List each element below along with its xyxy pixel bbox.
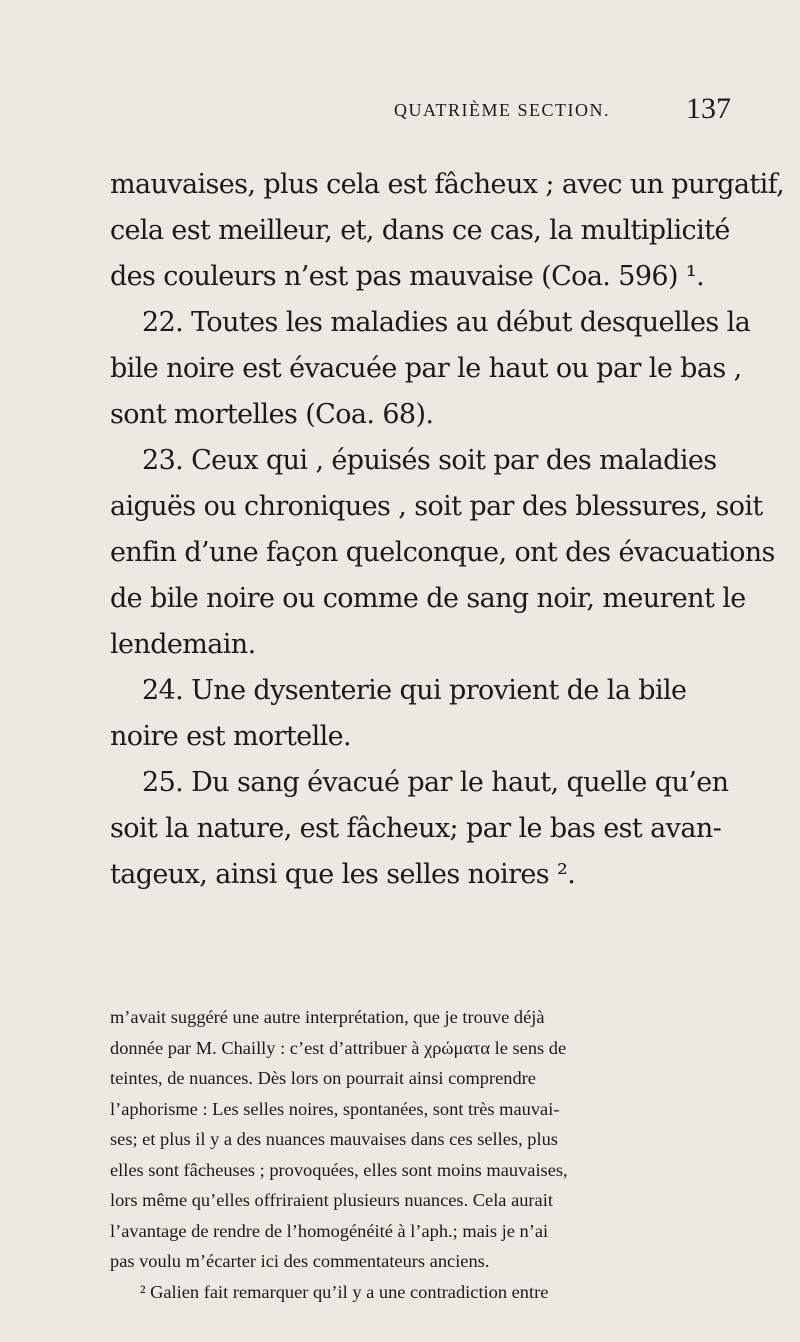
footnote-line: ses; et plus il y a des nuances mauvaises dans ces selles, plus <box>110 1129 558 1149</box>
text-line: noire est mortelle. <box>110 721 352 752</box>
text-line: de bile noire ou comme de sang noir, meurent le <box>110 583 746 614</box>
text-line: aiguës ou chroniques , soit par des blessures, soit <box>110 491 763 522</box>
aphorism-24-start: 24. Une dysenterie qui provient de la bile <box>142 675 687 706</box>
footnote-line: teintes, de nuances. Dès lors on pourrait ainsi comprendre <box>110 1068 536 1088</box>
text-line: enfin d’une façon quelconque, ont des évacuations <box>110 537 775 568</box>
text-line: cela est meilleur, et, dans ce cas, la multiplicité <box>110 215 730 246</box>
footnote-line: l’aphorisme : Les selles noires, spontanées, sont très mauvai- <box>110 1098 560 1119</box>
text-line: tageux, ainsi que les selles noires ². <box>110 859 576 890</box>
footnote-line: lors même qu’elles offriraient plusieurs nuances. Cela aurait <box>110 1190 553 1210</box>
aphorism-22-start: 22. Toutes les maladies au début desquelles la <box>142 307 751 338</box>
text-line: soit la nature, est fâcheux; par le bas est avan- <box>110 813 722 844</box>
text-line: bile noire est évacuée par le haut ou par le bas , <box>110 353 742 384</box>
footnote-2: ² Galien fait remarquer qu’il y a une contradiction entre <box>140 1281 549 1302</box>
page-number: 137 <box>686 92 731 125</box>
aphorism-23-start: 23. Ceux qui , épuisés soit par des maladies <box>142 445 717 476</box>
footnote-line: donnée par M. Chailly : c’est d’attribuer à χρώματα le sens de <box>110 1037 567 1058</box>
footnotes <box>110 1002 755 1307</box>
page-header <box>0 92 800 136</box>
footnote-line: m’avait suggéré une autre interprétation, que je trouve déjà <box>110 1007 545 1027</box>
body-text <box>110 162 785 898</box>
text-line: sont mortelles (Coa. 68). <box>110 399 434 430</box>
text-line: des couleurs n’est pas mauvaise (Coa. 596) ¹. <box>110 261 705 292</box>
footnote-line: l’avantage de rendre de l’homogénéité à l’aph.; mais je n’ai <box>110 1220 549 1241</box>
aphorism-25-start: 25. Du sang évacué par le haut, quelle qu’en <box>142 767 729 798</box>
running-title: QUATRIÈME SECTION. <box>394 100 610 120</box>
text-line: mauvaises, plus cela est fâcheux ; avec un purgatif, <box>110 169 785 200</box>
footnote-line: pas voulu m’écarter ici des commentateurs anciens. <box>110 1251 490 1271</box>
text-line: lendemain. <box>110 629 256 660</box>
footnote-line: elles sont fâcheuses ; provoquées, elles sont moins mauvaises, <box>110 1159 568 1180</box>
